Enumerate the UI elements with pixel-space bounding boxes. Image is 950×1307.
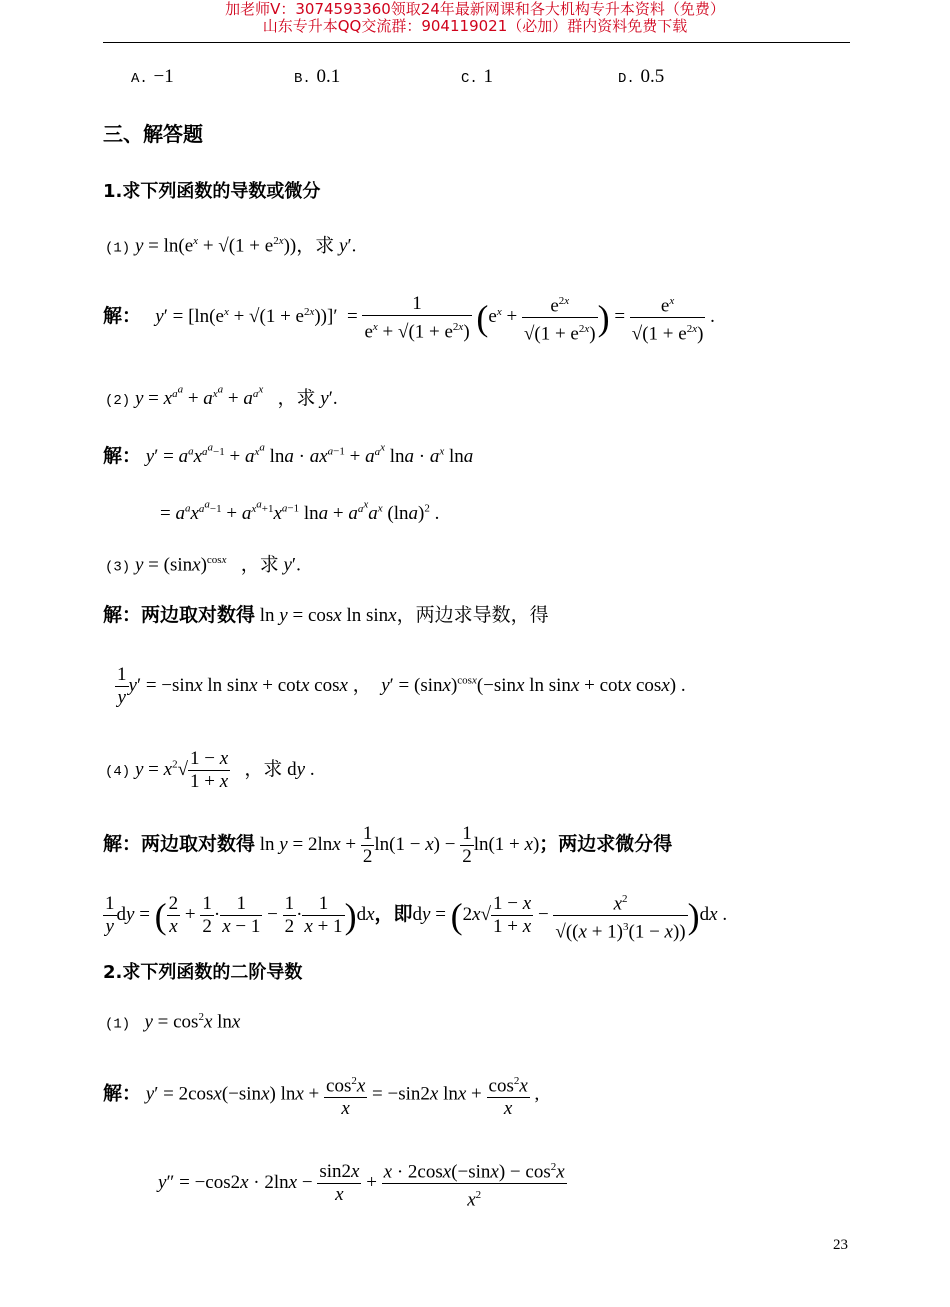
q1-title: 1.求下列函数的导数或微分: [103, 181, 321, 202]
q1-p1-problem: (1) $y = \ln(e^x + √(1 + e^{2x}))$，求 y′.: [105, 234, 357, 257]
q1-p3-problem: (3) $y = (\sin x)^{cosx}$ ，求 y′.: [105, 553, 301, 576]
q1-p4-solution-2: $\frac{1}{y}$ dy = ( $\frac{2}{x}$ + $\frac{1}{2}$ · $\frac{1}{x - 1}$ − $\frac{1}{2}$ · $\frac{1}{x + 1}$ )dx，即dy = (2x√ $\frac{1 - x}{1 + x}$ − $\frac{x^2}{√((x + 1)^3(1 - x))}$ )dx .: [103, 888, 727, 944]
q2-p1-solution-2: y″ = −cos2x · 2lnx − $\frac{\sin 2x}{x}$ + $\frac{x \cdot 2\cos x(-\sin x) - \cos^2x}{x^2}$: [158, 1156, 567, 1212]
choice-d: D. 0.5: [618, 66, 665, 87]
q1-p1-solution: 解： $y' = [\ln(e^x + √(1 + e^{2x}))]'$ = $\frac{1}{e^x + √(1 + e^{2x})}$ ($e^x$ + $\frac{e^{2x}}{√(1 + e^{2x})}$ ) = $\frac{e^x}{√(1 + e^{2x})}$ .: [103, 290, 715, 346]
q1-p4-problem: (4) $y = x^2√$ $\frac{1 - x}{1 + x}$ ，求 dy .: [105, 748, 315, 792]
q1-p2-solution-1: 解： $y' = a^ax^{a^a-1} + a^{x^a}$ $\ln a \cdot ax^{a-1} + a^{a^x}$ $\ln a \cdot a^x$ lna: [103, 441, 474, 467]
q2-p1-solution-1: 解： y′ = 2cosx(−sinx) lnx + $\frac{\cos^2x}{x}$ = −sin2x lnx + $\frac{\cos^2x}{x}$ ,: [103, 1070, 539, 1120]
q1-p2-problem: (2) $y = x^{a^a} + a^{x^a} + a^{a^x}$ ，求 y′.: [105, 383, 338, 409]
header-ad-line-1: 加老师V：3074593360领取24年最新网课和各大机构专升本资料（免费）: [225, 0, 725, 18]
choice-c: C. 1: [461, 66, 494, 87]
header-ad-line-2: 山东专升本QQ交流群：904119021（必加）群内资料免费下载: [262, 17, 688, 35]
q1-p4-solution-1: 解：两边取对数得 ln y = 2lnx + $\frac{1}{2}$ ln(1 − x) − $\frac{1}{2}$ ln(1 + x)；两边求微分得: [103, 823, 673, 867]
q1-p2-solution-2: = $a^ax^{a^a-1} + a^{x^a+1}x^{a-1}$ $\ln a + a^{a^x}a^x$ $(\ln a)^2$ .: [160, 498, 440, 524]
choice-b: B. 0.1: [294, 66, 341, 87]
q2-p1-problem: (1) $y = \cos^2x$ lnx: [105, 1011, 241, 1033]
q1-p3-solution-1: 解：两边取对数得 ln y = cosx ln sinx，两边求导数，得: [103, 604, 549, 626]
q1-p3-solution-2: $\frac{1}{y}$ y′ = −sinx ln sinx + cotx cosx ， $y' = (\sin x)^{cosx}(-\sin x$ ln sinx + cotx cosx) .: [117, 664, 686, 708]
q2-title: 2.求下列函数的二阶导数: [103, 962, 303, 983]
header-rule: [103, 42, 850, 43]
choice-a: A. −1: [131, 66, 174, 87]
page-number: 23: [833, 1237, 848, 1253]
section-title: 三、解答题: [103, 122, 203, 146]
